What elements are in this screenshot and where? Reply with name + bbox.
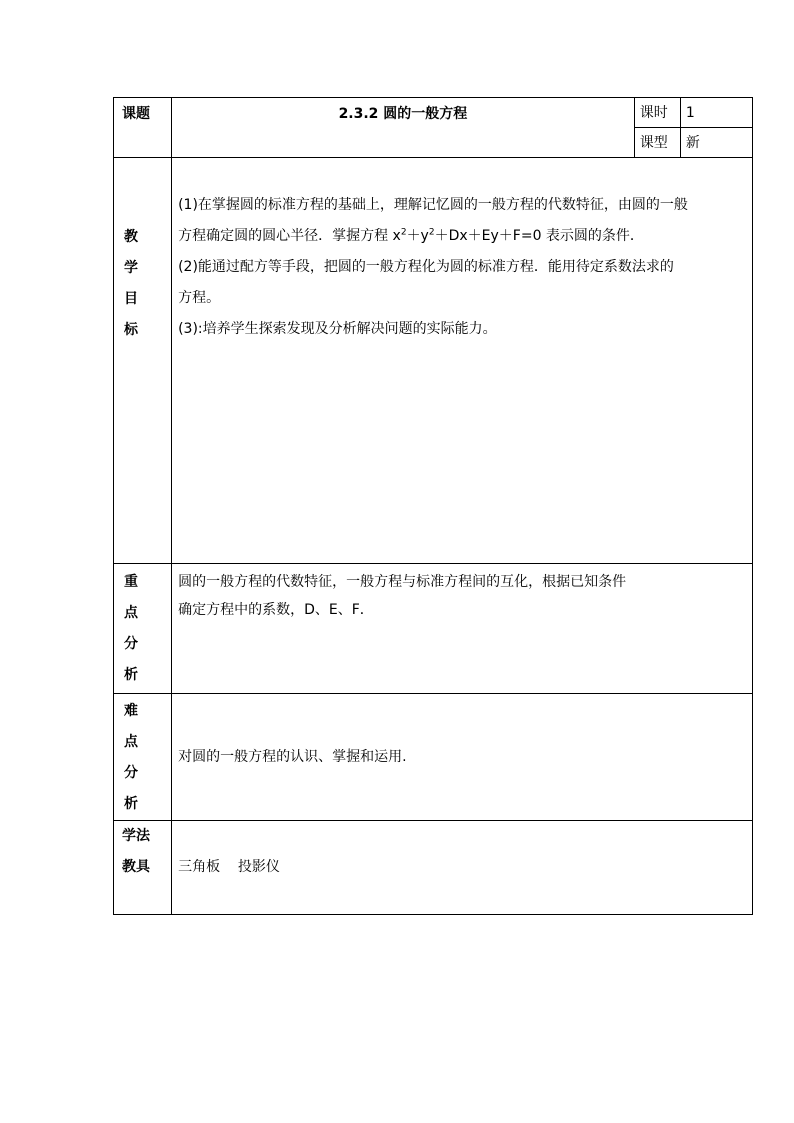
goal-line: (3):培养学生探索发现及分析解决问题的实际能力。 [178,321,497,337]
difficulty-label-char: 析 [124,796,138,812]
lesson-plan-sheet [113,97,753,915]
period-value: 1 [680,98,752,128]
goal-line-equation [178,221,752,252]
goals-row [114,158,753,564]
focus-row [114,564,753,694]
tools-row [114,821,753,915]
tools-label-line: 学法 [122,828,150,844]
topic-label: 课题 [114,98,172,158]
goals-label-char: 教 [124,229,138,245]
lesson-plan-table [113,97,753,915]
focus-label-char: 析 [124,667,138,683]
goal-text: ＋Dx＋Ey＋F=0 表示圆的条件． [434,228,644,244]
lesson-title: 2.3.2 圆的一般方程 [172,98,635,158]
goal-line: 方程。 [178,290,221,306]
exponent: 2 [400,227,407,238]
focus-line: 确定方程中的系数，D、E、F． [178,602,374,618]
focus-content [172,564,753,694]
goals-label [114,158,172,564]
difficulty-label [114,694,172,821]
difficulty-content [172,694,753,821]
exponent: 2 [428,227,435,238]
focus-label-char: 重 [124,574,138,590]
difficulty-line: 对圆的一般方程的认识、掌握和运用. [178,748,407,765]
difficulty-label-char: 分 [124,765,138,781]
goals-label-char: 目 [124,291,138,307]
focus-line: 圆的一般方程的代数特征，一般方程与标准方程间的互化，根据已知条件 [178,574,627,590]
focus-label-char: 分 [124,636,138,652]
difficulty-label-char: 难 [124,703,138,719]
goals-label-char: 标 [124,322,138,338]
tools-label-line: 教具 [122,859,150,875]
tools-content [172,821,753,915]
difficulty-row [114,694,753,821]
goal-text: ＋y [406,228,429,244]
type-value: 新 [680,128,752,158]
period-label: 课时 [634,98,680,128]
tools-label [114,821,172,915]
goals-content [172,158,753,564]
tools-line: 三角板 投影仪 [178,859,280,875]
difficulty-label-char: 点 [124,734,138,750]
goal-line: (1)在掌握圆的标准方程的基础上，理解记忆圆的一般方程的代数特征，由圆的一般 [178,197,688,213]
goals-label-char: 学 [124,260,138,276]
goal-text: 方程确定圆的圆心半径．掌握方程 x [178,228,401,244]
header-row-1 [114,98,753,128]
focus-label [114,564,172,694]
goal-line: (2)能通过配方等手段，把圆的一般方程化为圆的标准方程．能用待定系数法求的 [178,259,674,275]
type-label: 课型 [634,128,680,158]
focus-label-char: 点 [124,605,138,621]
